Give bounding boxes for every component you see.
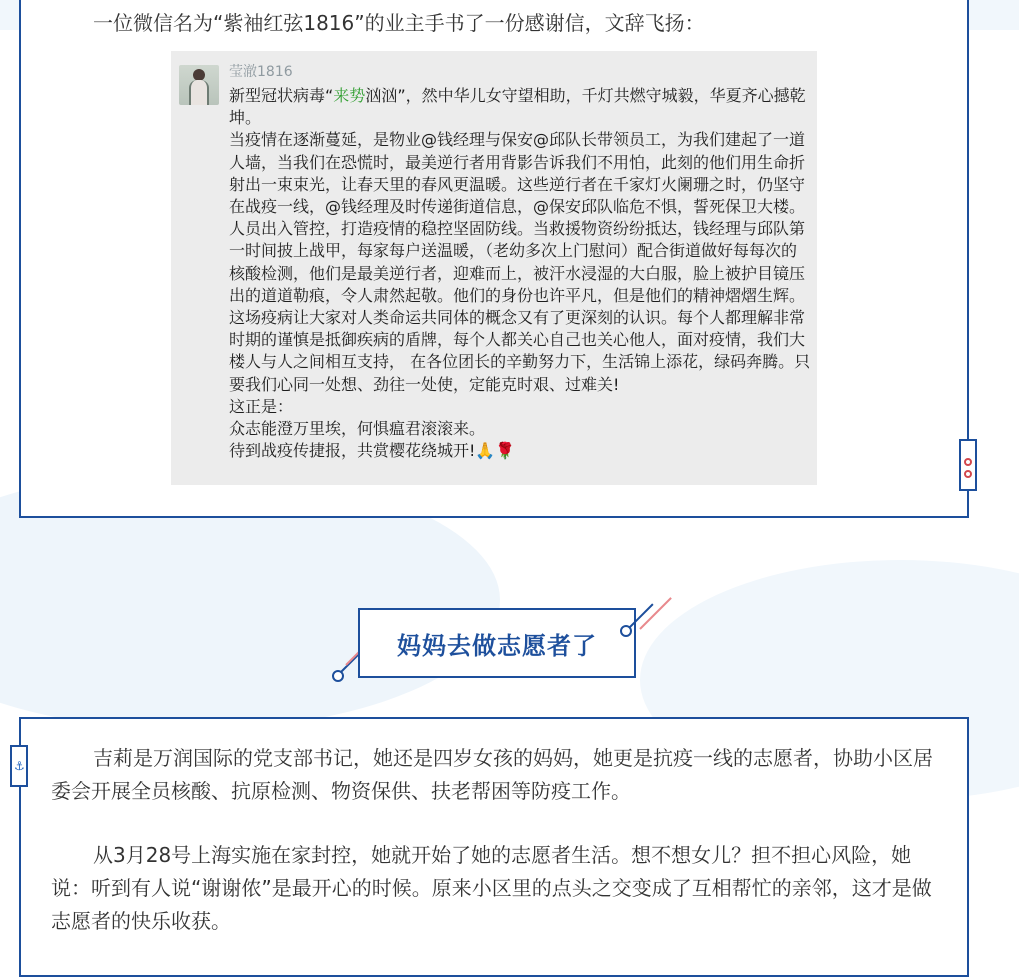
- frame-side-tag: [959, 439, 977, 491]
- story-paragraph: 吉莉是万润国际的党支部书记，她还是四岁女孩的妈妈，她更是抗疫一线的志愿者，协助小区居委会开展全员核酸、抗原检测、物资保供、扶老帮困等防疫工作。: [51, 746, 933, 803]
- ring-icon: [964, 470, 972, 478]
- decorative-dot: [332, 670, 344, 682]
- frame-side-tag: [10, 745, 28, 787]
- section-title: 妈妈去做志愿者了: [397, 631, 597, 660]
- section-heading: [358, 608, 636, 678]
- intro-text: 一位微信名为“紫袖红弦1816”的业主手书了一份感谢信，文辞飞扬：: [93, 11, 705, 35]
- anchor-icon: ⚓: [14, 759, 25, 773]
- wechat-message-text: [229, 85, 811, 462]
- story-paragraph: 从3月28号上海实施在家封控，她就开始了她的志愿者生活。想不想女儿？担不担心风险，她说：听到有人说“谢谢侬”是最开心的时候。原来小区里的点头之交变成了互相帮忙的亲邻，这才是做志愿者的快乐收获。: [51, 843, 932, 933]
- msg-part: 汹汹”，然中华儿女守望相助，千灯共燃守城毅，华夏齐心撼乾坤。 当疫情在逐渐蔓延，是物业@钱经理与保安@邱队长带领员工，为我们建起了一道人墙，当我们在恐慌时，最美逆行者用背影告诉我们不用怕，此刻的他们用生命折射出一束束光，让春天里的春风更温暖。这些逆行者在千家灯火阑珊之时，仍坚守在战疫一线，@钱经理及时传递街道信息，@保安邱队临危不惧，誓死保卫大楼。人员出入管控，打造疫情的稳控坚固防线。当救援物资纷纷抵达，钱经理与邱队第一时间披上战甲，每家每户送温暖，（老幼多次上门慰问）配合街道做好每每次的核酸检测，他们是最美逆行者，迎难而上，被汗水浸湿的大白服，脸上被护目镜压出的道道勒痕，令人肃然起敬。他们的身份也许平凡，但是他们的精神熠熠生辉。这场疫病让大家对人类命运共同体的概念又有了更深刻的认识。每个人都理解非常时期的谨慎是抵御疾病的盾牌，每个人都关心自己也关心他人，面对疫情，我们大楼人与人之间相互支持， 在各位团长的辛勤努力下，生活锦上添花，绿码奔腾。只要我们心同一处想、劲往一处使，定能克时艰、过难关! 这正是： 众志能澄万里埃，何惧瘟君滚滚来。 待到战疫传捷报，共赏樱花绕城开!🙏🌹: [229, 86, 811, 461]
- msg-highlight-link[interactable]: 来势: [333, 86, 366, 105]
- avatar: [179, 65, 219, 105]
- ring-icon: [964, 458, 972, 466]
- msg-part: 新型冠状病毒“: [229, 86, 334, 105]
- wechat-message-screenshot: [171, 51, 817, 485]
- wechat-username: 莹澈1816: [229, 64, 293, 80]
- decorative-dot: [620, 625, 632, 637]
